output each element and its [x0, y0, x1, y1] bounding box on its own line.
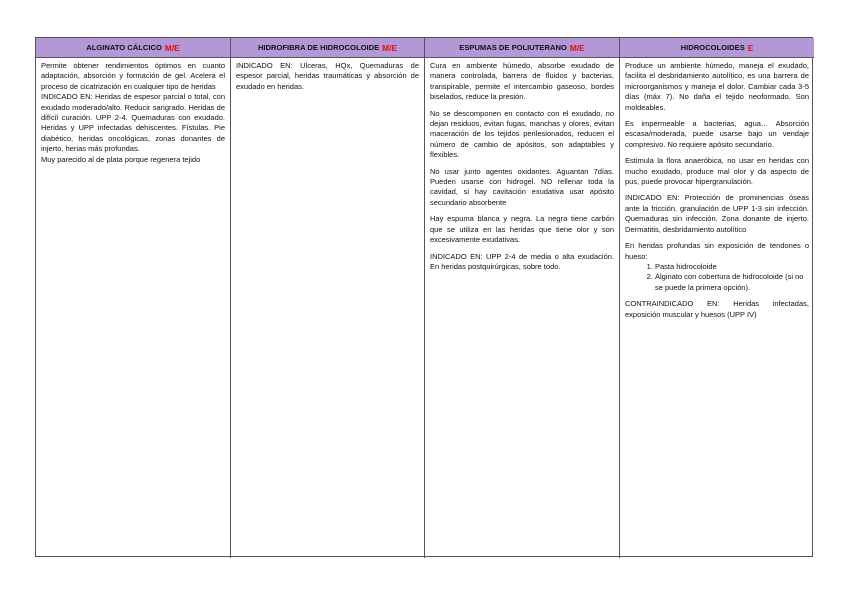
header-hidrocoloides [620, 38, 814, 58]
header-alginato [36, 38, 231, 58]
paragraph: INDICADO EN: Protección de prominencias óseas ante la fricción. granulación de UPP 1-3 sin infección. Quemaduras sin infección. Zona donante de injerto. Dermatitis, desbridamiento autolítico [625, 193, 809, 234]
paragraph: CONTRAINDICADO EN: Heridas infectadas, exposición muscular y huesos (UPP IV) [625, 299, 809, 319]
cell-hidrofibra [231, 58, 425, 558]
paragraph: En heridas profundas sin exposición de tendones o hueso: [625, 241, 809, 261]
header-title: HIDROFIBRA DE HIDROCOLOIDE [257, 43, 380, 52]
cell-hidrocoloides [620, 58, 814, 558]
header-mark: E [747, 42, 754, 53]
dressing-comparison-table [35, 37, 813, 557]
option-list [625, 262, 809, 293]
cell-espumas [425, 58, 620, 558]
paragraph: Cura en ambiente húmedo, absorbe exudado de manera controlada, barrera de fluidos y bacterias, transpirable, permite el intercambio gaseoso, bordes biselados, reduce la presión. [430, 61, 614, 102]
paragraph: INDICADO EN: Heridas de espesor parcial o total, con exudado moderado/alto. Reducir sangrado. Heridas de difícil curación. UPP 2-4. Quemaduras con exudado. Heridas y UPP infectadas dehiscentes. Fístulas. Pie diabético, heridas oncológicas, zonas donantes de injerto, herias más profundas. [41, 92, 225, 154]
list-item: 1. Pasta hidrocoloide [655, 262, 809, 272]
header-title: HIDROCOLOIDES [680, 43, 745, 52]
header-title: ESPUMAS DE POLIUTERANO [459, 43, 567, 52]
cell-alginato [36, 58, 231, 558]
paragraph: Estimula la flora anaeróbica, no usar en heridas con mucho exudado, produce mal olor y da aspecto de pus, puede provocar hipergranulación. [625, 156, 809, 187]
paragraph: INDICADO EN: UPP 2-4 de media o alta exudación. En heridas postquirúrgicas, sobre todo. [430, 251, 614, 271]
paragraph: Muy parecido al de plata porque regenera tejido [41, 154, 201, 164]
header-mark: M/E [164, 42, 180, 53]
list-item: 2. Alginato con cobertura de hidrocoloide (si no se puede la primera opción). [655, 272, 809, 293]
header-espumas [425, 38, 620, 58]
header-title: ALGINATO CÁLCICO [86, 43, 162, 52]
header-hidrofibra [231, 38, 425, 58]
paragraph: Permite obtener rendimientos óptimos en cuanto adaptación, absorción y formación de gel. Acelera el proceso de cicatrización en cualquier tipo de heridas [41, 61, 225, 91]
paragraph: INDICADO EN: Ulceras, HQx, Quemaduras de espesor parcial, heridas traumáticas y absorción de exudado en heridas. [236, 61, 419, 91]
paragraph: Hay espuma blanca y negra. La negra tiene carbón que se utiliza en las heridas que tiene olor y son excesivamente exudativas. [430, 214, 614, 245]
header-mark: M/E [569, 42, 585, 53]
paragraph: No usar junto agentes oxidantes. Aguantan 7días. Pueden usarse con hidrogel. NO rellenar toda la cavidad, si hay cavitación exudativa usar apósito secundario absorbente [430, 166, 614, 207]
paragraph: Produce un ambiente húmedo, maneja el exudado, facilita el desbridamiento autolítico, es una barrera de microorganismos y maneja el dolor. Cambiar cada 3-5 días (máx 7). No daña el tejido neoformado. Son moldeables. [625, 61, 809, 112]
paragraph: No se descomponen en contacto con el exudado, no dejan residuos, evitan fugas, manchas y olores, evitan maceración de los tejidos perilesionados, reducen el número de cambio de apósitos, son adaptables y flexibles. [430, 108, 614, 160]
header-mark: M/E [382, 42, 398, 53]
paragraph: Es impermeable a bacterias, agua… Absorción escasa/moderada, puede usarse bajo un vendaje compresivo. No requiere apósito secundario. [625, 119, 809, 149]
